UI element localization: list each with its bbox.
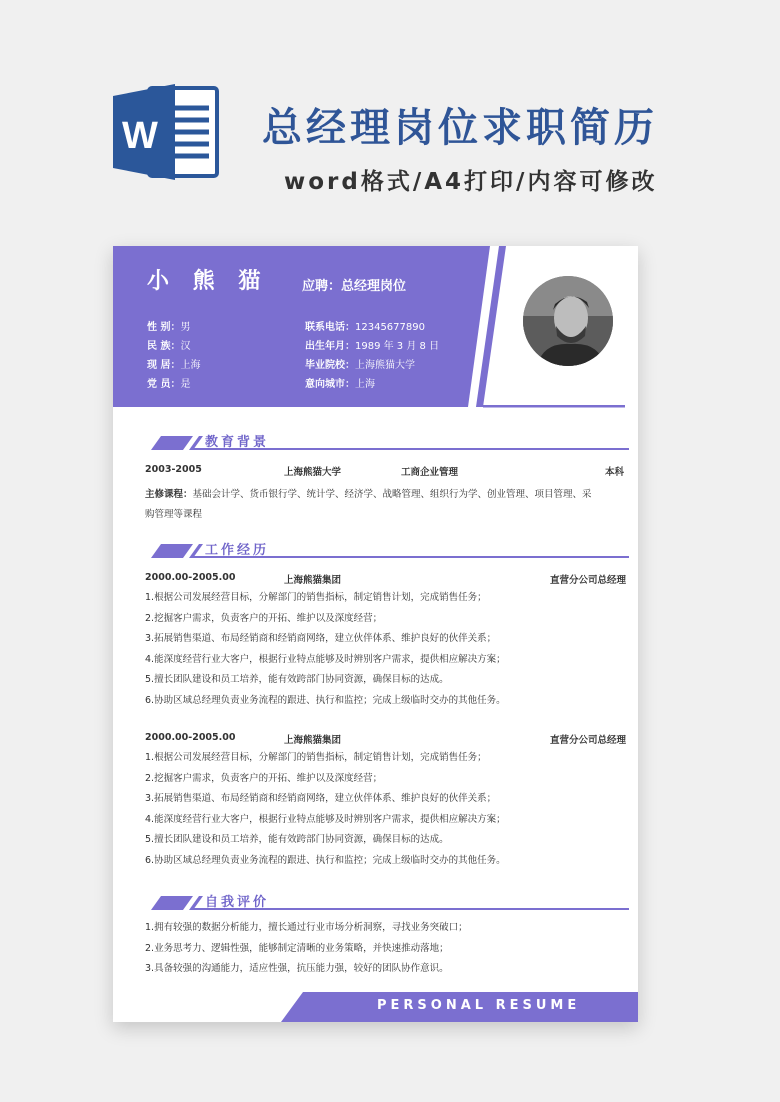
list-item: 1.根据公司发展经营目标，分解部门的销售指标，制定销售计划，完成销售任务；: [145, 752, 487, 763]
education-period: 2003-2005: [145, 464, 202, 475]
svg-text:W: W: [122, 115, 158, 157]
info-party: 党 员：是: [147, 379, 191, 390]
info-city: 意向城市：上海: [305, 379, 375, 390]
job1-period: 2000.00-2005.00: [145, 572, 236, 583]
avatar: [523, 276, 613, 366]
work-title: 工作经历: [205, 543, 270, 558]
info-residence: 现 居：上海: [147, 360, 201, 371]
personal-info-left: [147, 318, 200, 394]
list-item: 6.协助区域总经理负责业务流程的跟进、执行和监控；完成上级临时交办的其他任务。: [145, 694, 506, 706]
job2-position: 直营分公司总经理: [550, 735, 627, 746]
education-section-header: [145, 431, 629, 451]
candidate-name: 小 熊 猫: [147, 269, 269, 294]
job2-duties: [145, 748, 506, 871]
job1-company: 上海熊猫集团: [284, 575, 342, 586]
list-item: 4.能深度经营行业大客户，根据行业特点能够及时辨别客户需求，提供相应解决方案；: [145, 653, 506, 665]
job2-company: 上海熊猫集团: [284, 735, 342, 746]
list-item: 2.业务思考力、逻辑性强，能够制定清晰的业务策略，并快速推动落地；: [145, 942, 449, 954]
list-item: 3.拓展销售渠道、布局经销商和经销商网络，建立伙伴体系、维护良好的伙伴关系；: [145, 633, 497, 644]
self-eval-title: 自我评价: [205, 895, 270, 910]
list-item: 1.根据公司发展经营目标，分解部门的销售指标，制定销售计划，完成销售任务；: [145, 592, 487, 603]
list-item: 5.擅长团队建设和员工培养，能有效跨部门协同资源，确保目标的达成。: [145, 674, 449, 685]
list-item: 1.拥有较强的数据分析能力，擅长通过行业市场分析洞察，寻找业务突破口；: [145, 922, 468, 933]
job1-position: 直营分公司总经理: [550, 575, 627, 586]
resume-page: [113, 246, 638, 1022]
education-courses-line2: 购管理等课程: [145, 509, 203, 520]
list-item: 3.具备较强的沟通能力，适应性强，抗压能力强，较好的团队协作意识。: [145, 963, 449, 974]
education-major: 工商企业管理: [401, 467, 459, 478]
list-item: 2.挖掘客户需求，负责客户的开拓、维护以及深度经营；: [145, 772, 383, 784]
info-phone: 联系电话：12345677890: [305, 322, 425, 333]
list-item: 6.协助区域总经理负责业务流程的跟进、执行和监控；完成上级临时交办的其他任务。: [145, 854, 506, 866]
word-icon: [113, 82, 221, 182]
info-ethnicity: 民 族：汉: [147, 341, 191, 352]
education-title: 教育背景: [205, 435, 270, 450]
list-item: 2.挖掘客户需求，负责客户的开拓、维护以及深度经营；: [145, 612, 383, 624]
job2-period: 2000.00-2005.00: [145, 732, 236, 743]
list-item: 3.拓展销售渠道、布局经销商和经销商网络，建立伙伴体系、维护良好的伙伴关系；: [145, 793, 497, 804]
info-birth: 出生年月：1989 年 3 月 8 日: [305, 341, 440, 352]
applied-position: 应聘：总经理岗位: [302, 279, 407, 294]
education-courses-line1: 主修课程：基础会计学、货币银行学、统计学、经济学、战略管理、组织行为学、创业管理、项目管理、采: [145, 489, 592, 500]
education-school: 上海熊猫大学: [284, 467, 342, 478]
page-title: 总经理岗位求职简历: [262, 105, 658, 151]
page-subtitle: word格式/A4打印/内容可修改: [284, 169, 658, 195]
footer-label: PERSONAL RESUME: [377, 998, 581, 1013]
list-item: 4.能深度经营行业大客户，根据行业特点能够及时辨别客户需求，提供相应解决方案；: [145, 813, 506, 825]
self-eval-section-header: [145, 891, 629, 911]
personal-info-right: [305, 318, 439, 394]
self-eval-list: [145, 918, 468, 980]
info-gender: 性 别：男: [147, 322, 191, 333]
education-degree: 本科: [605, 467, 625, 478]
list-item: 5.擅长团队建设和员工培养，能有效跨部门协同资源，确保目标的达成。: [145, 834, 449, 845]
info-school: 毕业院校：上海熊猫大学: [305, 360, 415, 371]
job1-duties: [145, 588, 506, 711]
work-section-header: [145, 539, 629, 559]
